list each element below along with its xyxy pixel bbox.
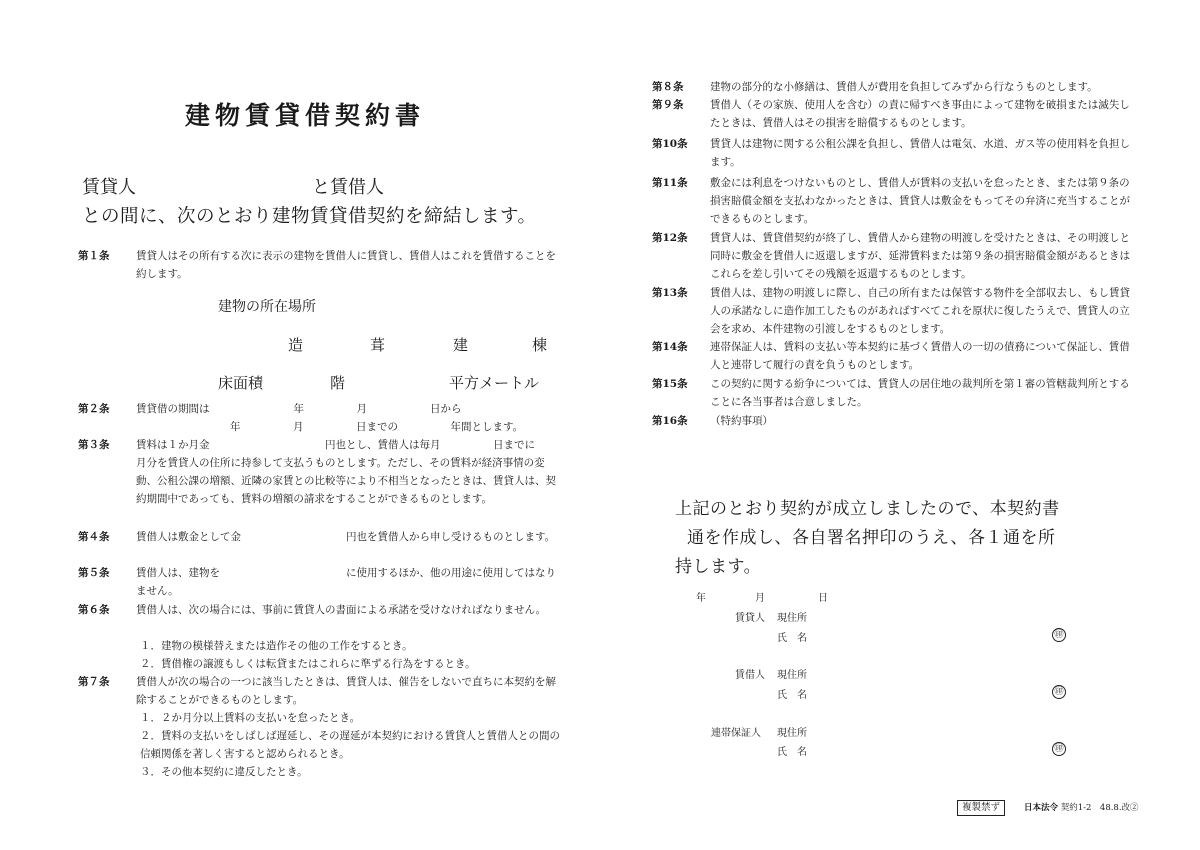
guarantor-role: 連帯保証人 bbox=[711, 728, 761, 739]
article-5 bbox=[78, 564, 558, 600]
no-copy-stamp: 複製禁ず bbox=[957, 800, 1005, 816]
article-text: この契約に関する紛争については、賃貸人の居住地の裁判所を第１審の管轄裁判所とすることに各当事者は合意しました。 bbox=[710, 378, 1130, 408]
article-7-item-3: ３．その他本契約に違反したとき。 bbox=[140, 766, 308, 778]
parties-line bbox=[82, 174, 384, 202]
article-number: 第14条 bbox=[652, 341, 688, 353]
closing-line-2: 通を作成し、各自署名押印のうえ、各１通を所 bbox=[687, 528, 1056, 548]
article-10 bbox=[652, 135, 1137, 171]
closing-statement bbox=[675, 495, 1135, 582]
location-label: 建物の所在場所 bbox=[218, 299, 316, 315]
publisher-name: 日本法令 bbox=[1024, 803, 1059, 813]
lessee-address-label: 現住所 bbox=[777, 670, 807, 681]
article-8 bbox=[652, 78, 1137, 96]
article-number: 第10条 bbox=[652, 138, 688, 150]
article-text: （特約事項） bbox=[710, 415, 773, 427]
lessor-address-label: 現住所 bbox=[777, 613, 807, 624]
structure-zo: 造 bbox=[288, 336, 304, 354]
article-16 bbox=[652, 412, 1137, 430]
closing-line-1: 上記のとおり契約が成立しましたので、本契約書 bbox=[675, 499, 1060, 519]
structure-date: 建 bbox=[453, 336, 469, 354]
article-text: 賃借人は敷金として金 円也を賃借人から申し受けるものとします。 bbox=[136, 531, 556, 543]
article-number: 第３条 bbox=[78, 439, 110, 451]
article-4 bbox=[78, 528, 558, 546]
lessor-label: 賃貸人 bbox=[82, 177, 136, 198]
article-text: 賃料は１か月金 円也とし、賃借人は毎月 日までに 月分を賃貸人の住所に持参して支払うものとします。ただし、その賃料が経済事情の変動、公租公課の増額、近隣の家賃との比較等により不相当となったときは、賃貸人は、契約期間中であっても、賃料の増額の請求をすることができるものとします。 bbox=[136, 439, 577, 505]
article-text: 賃借人は、建物の明渡しに際し、自己の所有または保管する物件を全部収去し、もし賃貸人の承諾なしに造作加工したものがあればすべてこれを原状に復したうえで、賃貸人の立会を求め、本件建物の引渡しをするものとします。 bbox=[710, 287, 1130, 335]
article-text: 賃借人が次の場合の一つに該当したときは、賃貸人は、催告をしないで直ちに本契約を解除することができるものとします。 bbox=[136, 676, 556, 706]
article-text: 敷金には利息をつけないものとし、賃借人が賃料の支払いを怠ったとき、または第９条の損害賠償金額を支払わなかったときは、賃貸人は敷金をもってその弁済に充当することができるものとします。 bbox=[710, 177, 1130, 225]
lessor-seal-mark: ㊞ bbox=[1052, 628, 1066, 642]
article-number: 第１条 bbox=[78, 250, 110, 262]
article-number: 第５条 bbox=[78, 567, 110, 579]
article-number: 第15条 bbox=[652, 378, 688, 390]
article-12 bbox=[652, 229, 1137, 283]
form-code: 契約1-2 48.8.改② bbox=[1060, 803, 1139, 813]
article-number: 第11条 bbox=[652, 177, 688, 189]
right-page bbox=[600, 0, 1200, 850]
date-day: 日 bbox=[818, 593, 828, 604]
article-9 bbox=[652, 96, 1137, 132]
article-11 bbox=[652, 174, 1137, 228]
article-text: 賃貸借の期間は 年 月 日から bbox=[136, 403, 462, 415]
article-7 bbox=[78, 673, 558, 709]
intro-text: との間に、次のとおり建物賃貸借契約を締結します。 bbox=[82, 206, 537, 227]
square-meter-label: 平方メートル bbox=[449, 374, 540, 392]
article-text: 賃貸人はその所有する次に表示の建物を賃借人に賃貸し、賃借人はこれを賃借することを約します。 bbox=[136, 250, 556, 280]
article-text: 賃貸人は、賃貸借契約が終了し、賃借人から建物の明渡しを受けたときは、その明渡しと同時に敷金を賃借人に返還しますが、延滞賃料または第９条の損害賠償金額があるときはこれらを差し引いてその残額を返還するものとします。 bbox=[710, 232, 1130, 280]
lessor-role: 賃貸人 bbox=[735, 613, 765, 624]
article-number: 第13条 bbox=[652, 287, 688, 299]
lessor-name-label: 氏 名 bbox=[777, 633, 807, 644]
article-number: 第７条 bbox=[78, 676, 110, 688]
guarantor-name-label: 氏 名 bbox=[777, 747, 807, 758]
article-number: 第16条 bbox=[652, 415, 688, 427]
article-number: 第４条 bbox=[78, 531, 110, 543]
article-15 bbox=[652, 375, 1137, 411]
article-number: 第８条 bbox=[652, 81, 684, 93]
article-2-line2: 年 月 日までの 年間とします。 bbox=[230, 421, 524, 433]
article-number: 第２条 bbox=[78, 403, 110, 415]
article-2 bbox=[78, 400, 558, 418]
structure-fuki: 葺 bbox=[370, 336, 386, 354]
lessee-seal-mark: ㊞ bbox=[1052, 685, 1066, 699]
article-6-item-2: ２．賃借権の譲渡もしくは転貸またはこれらに準ずる行為をするとき。 bbox=[140, 658, 476, 670]
structure-mune: 棟 bbox=[532, 336, 548, 354]
lessee-label: と賃借人 bbox=[312, 177, 384, 198]
article-6 bbox=[78, 601, 558, 619]
article-text: 賃借人は、建物を に使用するほか、他の用途に使用してはなりません。 bbox=[136, 567, 556, 597]
publisher-code bbox=[1024, 801, 1139, 815]
article-13 bbox=[652, 284, 1137, 338]
article-6-item-1: １．建物の模様替えまたは造作その他の工作をするとき。 bbox=[140, 640, 413, 652]
article-3 bbox=[78, 436, 577, 508]
floor-area-label: 床面積 bbox=[218, 374, 264, 392]
date-month: 月 bbox=[755, 593, 765, 604]
article-number: 第12条 bbox=[652, 232, 688, 244]
article-7-item-1: １．２か月分以上賃料の支払いを怠ったとき。 bbox=[140, 712, 361, 724]
closing-line-3: 持します。 bbox=[675, 557, 762, 577]
article-text: 建物の部分的な小修繕は、賃借人が費用を負担してみずから行なうものとします。 bbox=[710, 81, 1098, 93]
lessee-role: 賃借人 bbox=[735, 670, 765, 681]
date-year: 年 bbox=[696, 593, 706, 604]
article-14 bbox=[652, 338, 1137, 374]
lessee-name-label: 氏 名 bbox=[777, 690, 807, 701]
guarantor-address-label: 現住所 bbox=[777, 728, 807, 739]
document-title: 建物賃貸借契約書 bbox=[185, 101, 426, 130]
floor-label: 階 bbox=[330, 374, 346, 392]
article-number: 第６条 bbox=[78, 604, 110, 616]
guarantor-seal-mark: ㊞ bbox=[1052, 742, 1066, 756]
article-7-item-2: ２．賃料の支払いをしばしば遅延し、その遅延が本契約における賃貸人と賃借人との間の信頼関係を著しく害すると認められるとき。 bbox=[140, 730, 560, 760]
article-number: 第９条 bbox=[652, 99, 684, 111]
article-text: 連帯保証人は、賃料の支払い等本契約に基づく賃借人の一切の債務について保証し、賃借人と連帯して履行の責を負うものとします。 bbox=[710, 341, 1130, 371]
article-1 bbox=[78, 247, 558, 283]
article-text: 賃借人は、次の場合には、事前に賃貸人の書面による承諾を受けなければなりません。 bbox=[136, 604, 547, 616]
article-text: 賃借人（その家族、使用人を含む）の責に帰すべき事由によって建物を破損または滅失したときは、賃借人はその損害を賠償するものとします。 bbox=[710, 99, 1130, 129]
article-text: 賃貸人は建物に関する公租公課を負担し、賃借人は電気、水道、ガス等の使用料を負担します。 bbox=[710, 138, 1130, 168]
